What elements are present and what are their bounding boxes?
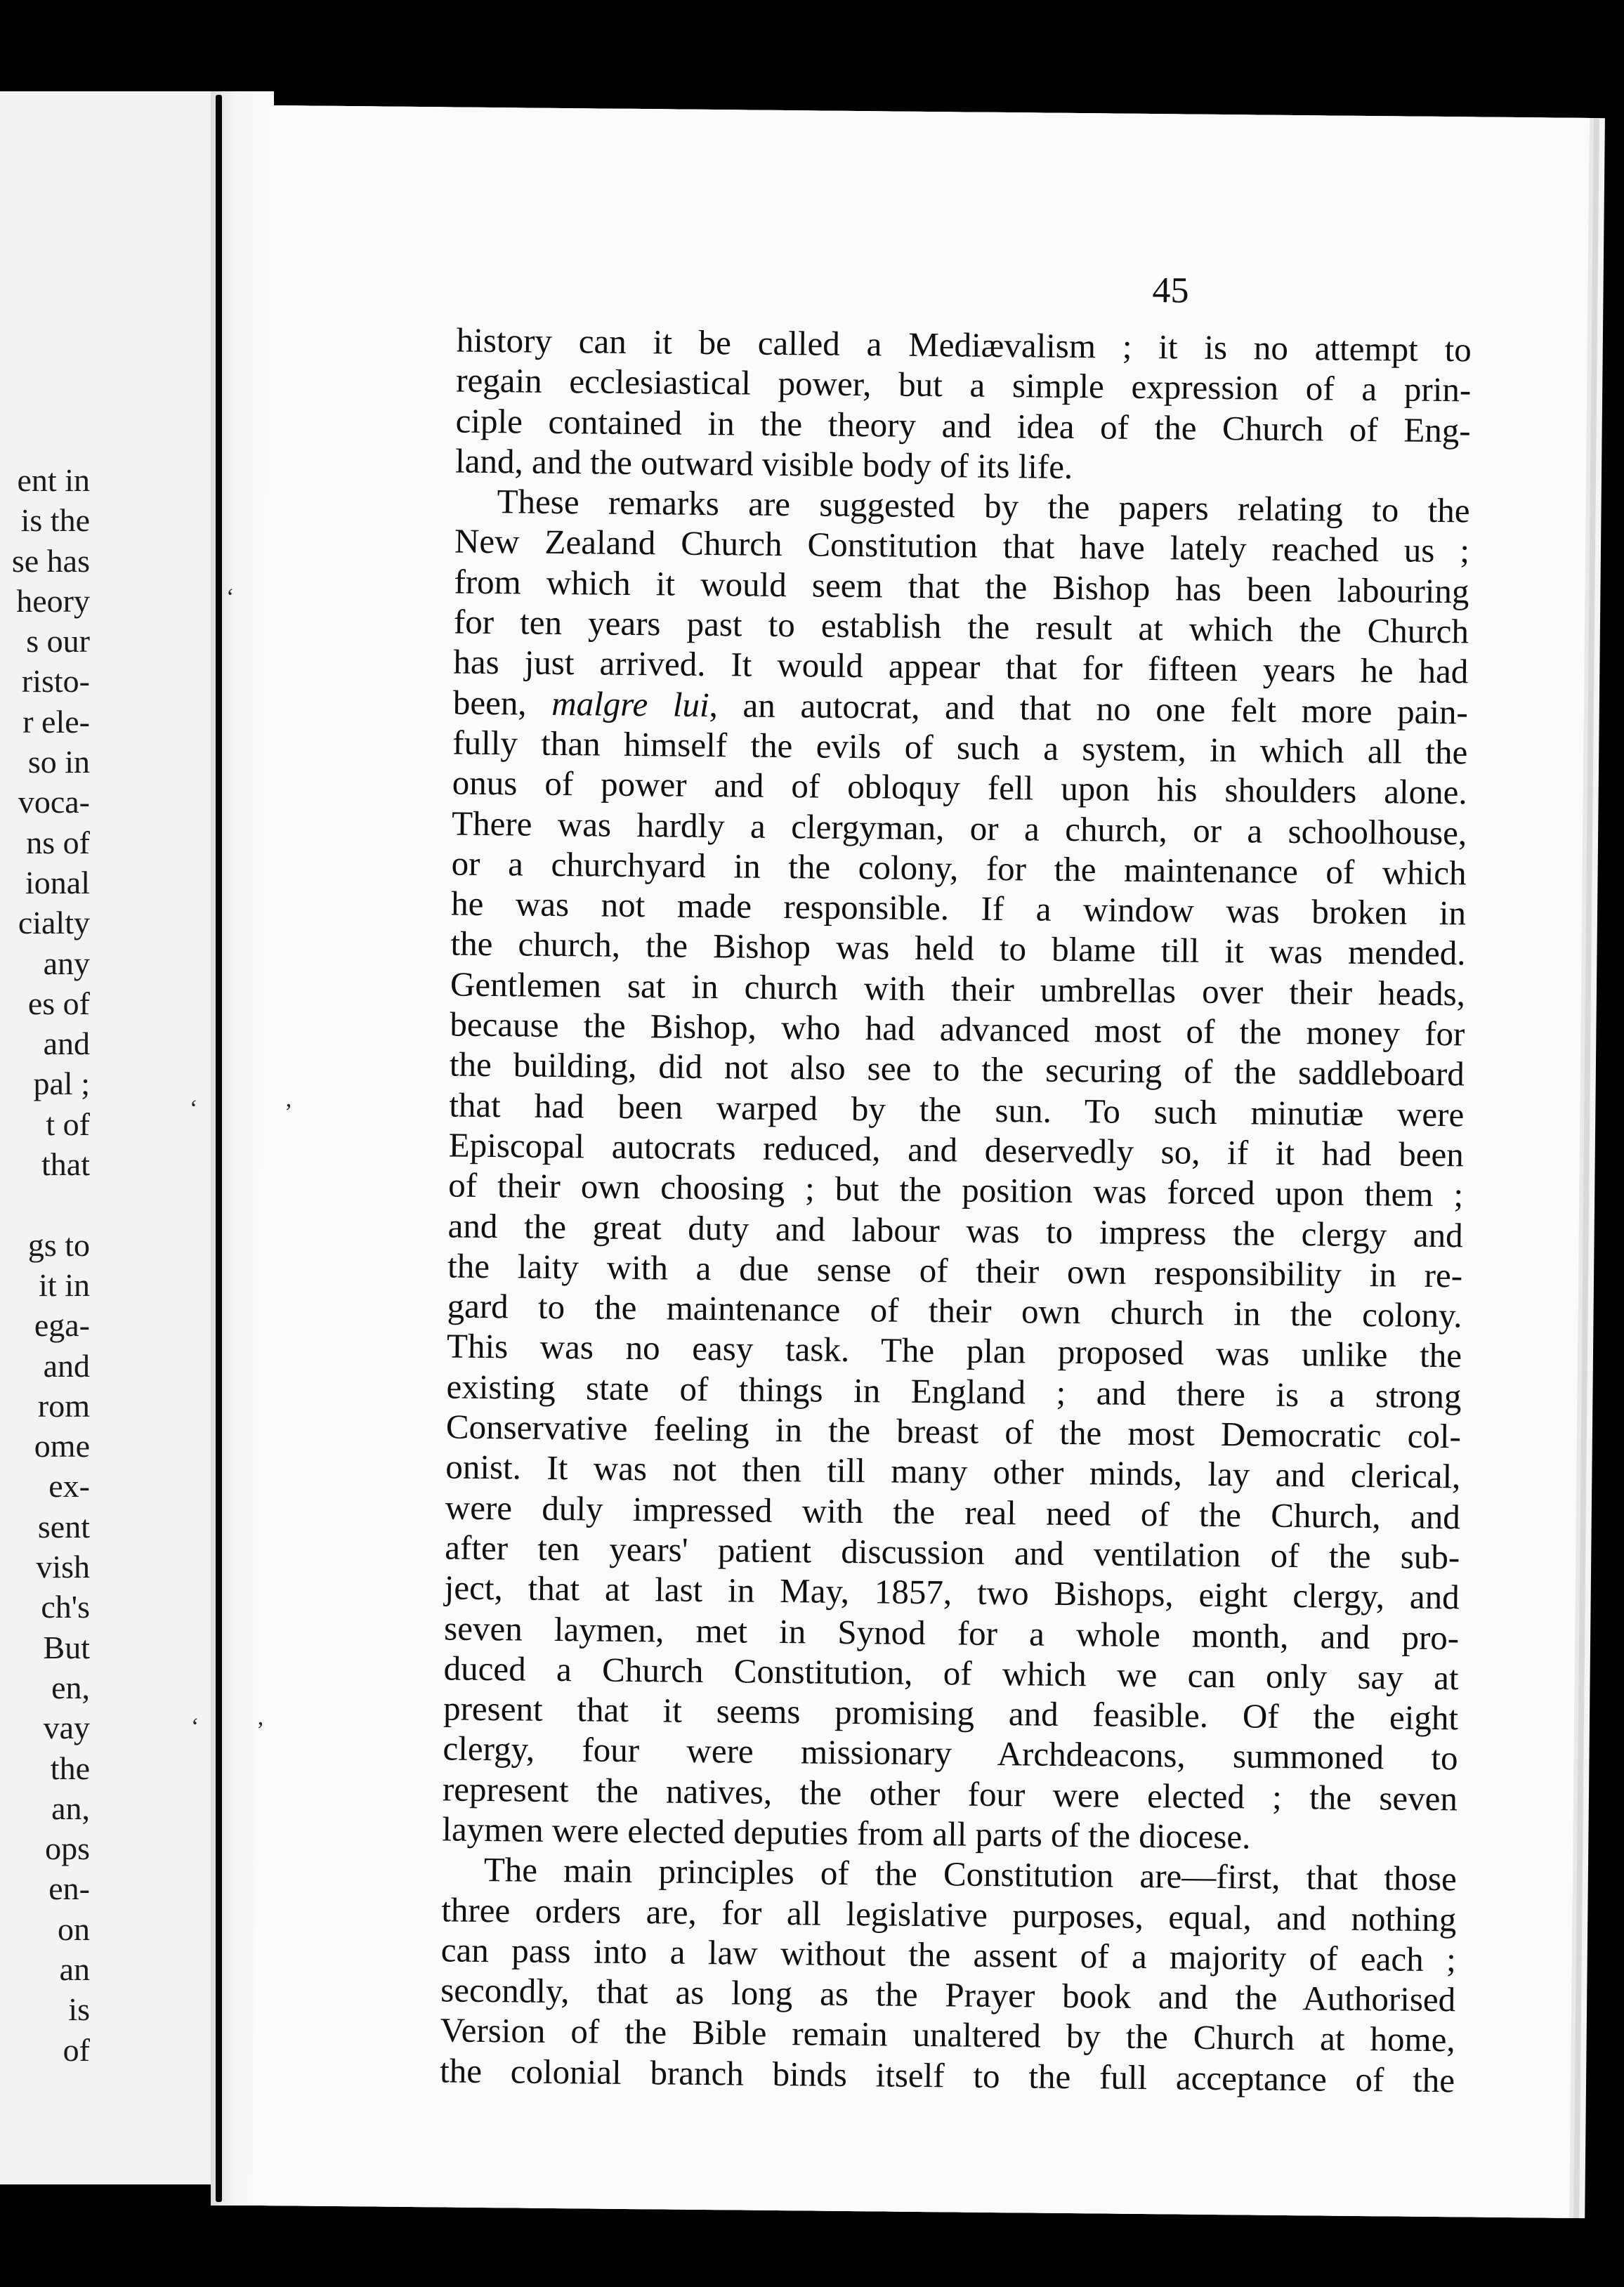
facing-page-fragment [0, 1184, 90, 1224]
facing-page-fragment: But [43, 1629, 90, 1665]
binding-mark: ‘ [191, 1714, 199, 1740]
binding-mark: ‘ [190, 1096, 198, 1122]
text-line: regain ecclesiastical power, but a simple expression of a prin- [455, 360, 1472, 409]
facing-page-fragment: rom [37, 1387, 90, 1424]
text-line: Version of the Bible remain unaltered by the Church at home, [440, 2010, 1455, 2059]
text-line: the church, the Bishop was held to blame till it was mended. [450, 924, 1466, 973]
facing-page-fragment: it in [39, 1266, 90, 1303]
text-line: Gentlemen sat in church with their umbrellas over their heads, [450, 964, 1466, 1014]
text-line: and the great duty and labour was to impress the clergy and [447, 1206, 1463, 1254]
text-line: history can it be called a Mediævalism ; it is no attempt to [456, 320, 1472, 369]
text-line: These remarks are suggested by the papers relating to the [497, 482, 1470, 530]
text-line: gard to the maintenance of their own church in the colony. [447, 1286, 1462, 1335]
facing-page-fragment: risto- [21, 663, 90, 700]
facing-page-fragment: any [43, 945, 90, 981]
facing-page-fragment: is the [20, 502, 90, 539]
text-line: of their own choosing ; but the position was forced upon them ; [447, 1165, 1464, 1214]
facing-page-fragment: so in [27, 744, 90, 780]
facing-page-fragment: t of [46, 1106, 90, 1142]
text-line: secondly, that as long as the Prayer book and the Authorised [440, 1970, 1456, 2019]
text-line: This was no easy task. The plan proposed was unlike the [446, 1326, 1462, 1375]
facing-page-fragment: an, [51, 1790, 90, 1826]
facing-page-fragment: en- [48, 1870, 90, 1907]
facing-page-fragment: voca- [18, 784, 90, 820]
text-line: from which it would seem that the Bishop has been labouring [454, 562, 1469, 611]
facing-page-fragment: vay [43, 1710, 90, 1746]
facing-page-fragment: ent in [17, 462, 90, 498]
book-spine [216, 95, 222, 2202]
text-line: Conservative feeling in the breast of the most Democratic col- [445, 1407, 1462, 1456]
binding-mark: ’ [284, 1099, 293, 1125]
facing-page-fragment: ch's [41, 1589, 90, 1625]
text-line: onist. It was not then till many other minds, lay and clerical, [445, 1447, 1461, 1496]
binding-mark: ’ [256, 1717, 265, 1743]
facing-page-fragment: r ele- [22, 703, 90, 740]
facing-page-fragment: pal ; [33, 1066, 90, 1102]
facing-page-fragment: the [50, 1750, 90, 1786]
facing-page-fragment: heory [16, 582, 90, 619]
facing-page-text [0, 460, 90, 2070]
facing-page-fragment: is [68, 1991, 90, 2028]
text-line: ject, that at last in May, 1857, two Bishops, eight clergy, and [444, 1568, 1460, 1617]
text-line: existing state of things in England ; and there is a strong [446, 1367, 1462, 1416]
text-line: onus of power and of obloquy fell upon his shoulders alone. [452, 763, 1467, 812]
text-line: has just arrived. It would appear that for fifteen years he had [453, 642, 1469, 691]
facing-page-fragment: gs to [27, 1226, 90, 1263]
text-line: ciple contained in the theory and idea of the Church of Eng- [455, 401, 1471, 450]
facing-page-fragment: and [43, 1347, 90, 1384]
text-line: There was hardly a clergyman, or a church, or a schoolhouse, [451, 804, 1467, 852]
facing-page-fragment: and [43, 1025, 90, 1062]
facing-page-fragment: of [63, 2031, 90, 2068]
page-number: 45 [1152, 270, 1189, 311]
text-line: for ten years past to establish the result at which the Church [453, 602, 1469, 651]
text-line: that had been warped by the sun. To such minutiæ were [449, 1085, 1465, 1134]
text-line: because the Bishop, who had advanced most of the money for [450, 1004, 1465, 1054]
text-line: land, and the outward visible body of its life. [454, 441, 1073, 486]
text-segment: been, [452, 683, 552, 723]
text-line: duced a Church Constitution, of which we can only say at [443, 1649, 1459, 1698]
text-line: can pass into a law without the assent of a majority of each ; [440, 1930, 1457, 1979]
facing-page-fragment: sent [37, 1508, 90, 1545]
facing-page-fragment: s our [26, 623, 90, 660]
facing-page-fragment: es of [27, 985, 90, 1021]
text-line: laymen were elected deputies from all parts of the diocese. [442, 1809, 1251, 1856]
text-line: represent the natives, the other four were elected ; the seven [442, 1769, 1458, 1818]
facing-page-fragment: that [41, 1146, 90, 1183]
facing-page-fragment: cialty [18, 905, 90, 941]
facing-page-fragment: ns of [26, 824, 90, 860]
facing-page-fragment: se has [11, 542, 90, 579]
facing-page-fragment: an [59, 1951, 90, 1987]
text-line: after ten years' patient discussion and ventilation of the sub- [445, 1528, 1460, 1577]
text-line: fully than himself the evils of such a system, in which all the [452, 723, 1468, 772]
facing-page-fragment: vish [36, 1549, 90, 1585]
text-line: were duly impressed with the real need of the Church, and [445, 1488, 1461, 1536]
text-line: clergy, four were missionary Archdeacons, summoned to [443, 1729, 1458, 1778]
text-line: present that it seems promising and feasible. Of the eight [443, 1689, 1459, 1738]
text-line: he was not made responsible. If a window was broken in [450, 884, 1467, 933]
facing-page-fragment: en, [51, 1669, 90, 1705]
page [252, 105, 1590, 2218]
text-line: the colonial branch binds itself to the full acceptance of the [439, 2051, 1455, 2100]
facing-page-fragment: ome [34, 1428, 90, 1464]
text-line: or a churchyard in the colony, for the maintenance of which [451, 844, 1467, 893]
facing-page-fragment: on [58, 1911, 90, 1947]
text-line: Episcopal autocrats reduced, and deservedly so, if it had been [448, 1125, 1465, 1174]
facing-page-fragment: ops [45, 1830, 90, 1867]
text-line: the building, did not also see to the securing of the saddleboard [449, 1044, 1465, 1094]
text-segment: , an autocrat, and that no one felt more pain- [709, 685, 1469, 732]
italic-phrase: malgre lui [551, 683, 709, 724]
facing-page-fragment: ional [25, 864, 90, 900]
text-line: The main principles of the Constitution are—first, that those [483, 1850, 1458, 1899]
facing-page [0, 91, 211, 2184]
text-line: three orders are, for all legislative purposes, equal, and nothing [441, 1890, 1457, 1939]
body-text [440, 320, 1472, 2101]
text-line: seven laymen, met in Synod for a whole month, and pro- [443, 1608, 1460, 1657]
binding-mark: ‘ [226, 584, 235, 610]
facing-page-fragment: ega- [34, 1307, 90, 1344]
text-line: New Zealand Church Constitution that have lately reached us ; [454, 522, 1470, 570]
text-line: the laity with a due sense of their own responsibility in re- [447, 1246, 1463, 1295]
facing-page-fragment: ex- [48, 1468, 90, 1505]
